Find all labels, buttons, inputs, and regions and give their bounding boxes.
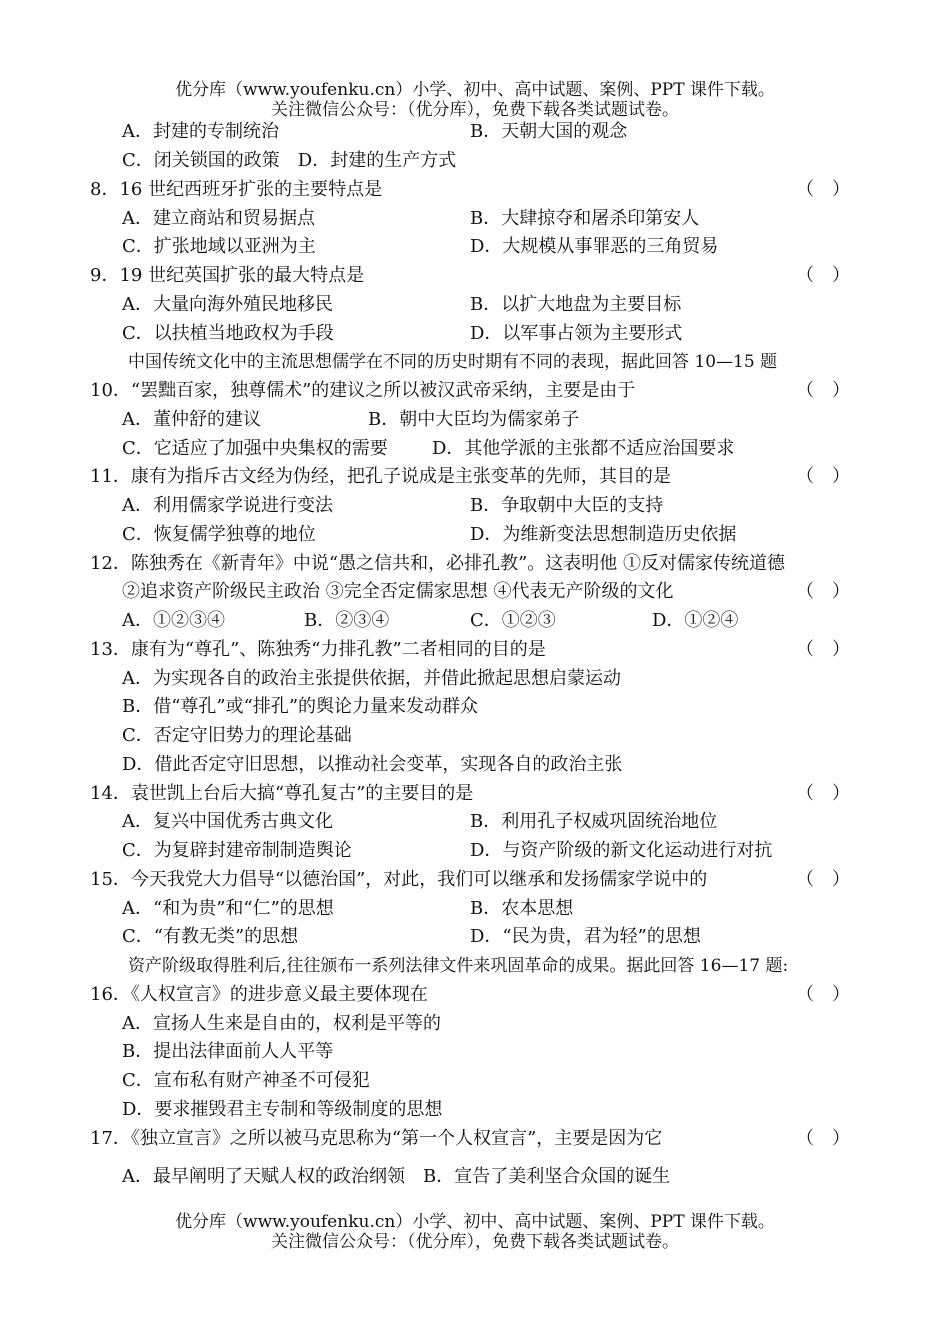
q17-stem: 17．《独立宣言》之所以被马克思称为“第一个人权宣言”，主要是因为它 xyxy=(90,1128,663,1149)
q11-option-a: A．利用儒家学说进行变法 xyxy=(122,495,333,516)
q12-option-a: A．①②③④ xyxy=(122,610,225,631)
q14-option-c: C．为复辟封建帝制制造舆论 xyxy=(122,840,352,861)
q16-option-c: C．宣布私有财产神圣不可侵犯 xyxy=(122,1070,370,1091)
q9-answer-bracket: （ ） xyxy=(796,265,850,286)
q16-option-a: A．宣扬人生来是自由的，权利是平等的 xyxy=(122,1013,441,1034)
q10-option-d: D．其他学派的主张都不适应治国要求 xyxy=(432,438,735,459)
q11-option-c: C．恢复儒学独尊的地位 xyxy=(122,524,316,545)
q8-answer-bracket: （ ） xyxy=(796,179,850,200)
q8-option-c: C．扩张地域以亚洲为主 xyxy=(122,236,316,257)
q9-option-d: D．以军事占领为主要形式 xyxy=(470,323,683,344)
q15-option-d: D．“民为贵，君为轻”的思想 xyxy=(470,926,701,947)
q15-answer-bracket: （ ） xyxy=(796,869,850,890)
q12-option-d: D．①②④ xyxy=(652,610,739,631)
section-intro-10-15: 中国传统文化中的主流思想儒学在不同的历史时期有不同的表现，据此回答 10—15 题 xyxy=(128,352,778,372)
q7-option-cd: C．闭关锁国的政策 D．封建的生产方式 xyxy=(122,150,457,171)
q13-option-a: A．为实现各自的政治主张提供依据，并借此掀起思想启蒙运动 xyxy=(122,668,621,689)
q11-stem: 11．康有为指斥古文经为伪经，把孔子说成是主张变革的先师，其目的是 xyxy=(90,466,671,487)
q15-option-c: C．“有教无类”的思想 xyxy=(122,926,299,947)
q13-option-c: C．否定守旧势力的理论基础 xyxy=(122,725,352,746)
q14-option-a: A．复兴中国优秀古典文化 xyxy=(122,811,333,832)
q12-stem: 12．陈独秀在《新青年》中说“愚之信共和，必排孔教”。这表明他 ①反对儒家传统道德 xyxy=(90,553,786,574)
q17-answer-bracket: （ ） xyxy=(796,1128,850,1149)
q9-option-b: B．以扩大地盘为主要目标 xyxy=(470,294,682,315)
footer-site-line: 优分库（www.youfenku.cn）小学、初中、高中试题、案例、PPT 课件下载。 xyxy=(175,1212,775,1232)
q16-option-b: B．提出法律面前人人平等 xyxy=(122,1041,334,1062)
q12-option-c: C．①②③ xyxy=(470,610,556,631)
q10-answer-bracket: （ ） xyxy=(796,380,850,401)
q12-stem-continued: ②追求资产阶级民主政治 ③完全否定儒家思想 ④代表无产阶级的文化 xyxy=(122,581,674,602)
q14-option-d: D．与资产阶级的新文化运动进行对抗 xyxy=(470,840,773,861)
q14-option-b: B．利用孔子权威巩固统治地位 xyxy=(470,811,718,832)
q10-option-b: B．朝中大臣均为儒家弟子 xyxy=(368,409,580,430)
q15-stem: 15．今天我党大力倡导“以德治国”，对此，我们可以继承和发扬儒家学说中的 xyxy=(90,869,708,890)
q11-option-b: B．争取朝中大臣的支持 xyxy=(470,495,664,516)
q10-stem: 10．“罢黜百家，独尊儒术”的建议之所以被汉武帝采纳，主要是由于 xyxy=(90,380,636,401)
q10-option-c: C．它适应了加强中央集权的需要 xyxy=(122,438,388,459)
footer-wechat-line: 关注微信公众号：（优分库），免费下载各类试题试卷。 xyxy=(271,1232,679,1252)
q7-option-a: A．封建的专制统治 xyxy=(122,121,279,142)
q12-answer-bracket: （ ） xyxy=(796,581,850,602)
q14-answer-bracket: （ ） xyxy=(796,783,850,804)
q9-option-c: C．以扶植当地政权为手段 xyxy=(122,323,334,344)
q7-option-b: B．天朝大国的观念 xyxy=(470,121,628,142)
q9-option-a: A．大量向海外殖民地移民 xyxy=(122,294,333,315)
q17-option-ab: A．最早阐明了天赋人权的政治纲领 B．宣告了美利坚合众国的诞生 xyxy=(122,1166,671,1187)
q13-answer-bracket: （ ） xyxy=(796,639,850,660)
q13-option-d: D．借此否定守旧思想，以推动社会变革，实现各自的政治主张 xyxy=(122,754,623,775)
q15-option-a: A．“和为贵”和“仁”的思想 xyxy=(122,898,334,919)
q16-stem: 16．《人权宣言》的进步意义最主要体现在 xyxy=(90,984,428,1005)
q8-option-a: A．建立商站和贸易据点 xyxy=(122,208,315,229)
q13-option-b: B．借“尊孔”或“排孔”的舆论力量来发动群众 xyxy=(122,696,479,717)
q16-answer-bracket: （ ） xyxy=(796,984,850,1005)
q9-stem: 9．19 世纪英国扩张的最大特点是 xyxy=(90,265,365,286)
q10-option-a: A．董仲舒的建议 xyxy=(122,409,261,430)
q11-option-d: D．为维新变法思想制造历史依据 xyxy=(470,524,737,545)
header-wechat-line: 关注微信公众号：（优分库），免费下载各类试题试卷。 xyxy=(271,100,679,120)
header-site-line: 优分库（www.youfenku.cn）小学、初中、高中试题、案例、PPT 课件下载。 xyxy=(175,80,775,100)
q8-stem: 8．16 世纪西班牙扩张的主要特点是 xyxy=(90,179,383,200)
q15-option-b: B．农本思想 xyxy=(470,898,574,919)
q16-option-d: D．要求摧毁君主专制和等级制度的思想 xyxy=(122,1099,443,1120)
q8-option-b: B．大肆掠夺和屠杀印第安人 xyxy=(470,208,700,229)
q14-stem: 14．袁世凯上台后大搞“尊孔复古”的主要目的是 xyxy=(90,783,474,804)
q13-stem: 13．康有为“尊孔”、陈独秀“力排孔教”二者相同的目的是 xyxy=(90,639,546,660)
q12-option-b: B．②③④ xyxy=(304,610,390,631)
q11-answer-bracket: （ ） xyxy=(796,466,850,487)
section-intro-16-17: 资产阶级取得胜利后,往往颁布一系列法律文件来巩固革命的成果。据此回答 16—17 题: xyxy=(128,956,789,976)
q8-option-d: D．大规模从事罪恶的三角贸易 xyxy=(470,236,719,257)
